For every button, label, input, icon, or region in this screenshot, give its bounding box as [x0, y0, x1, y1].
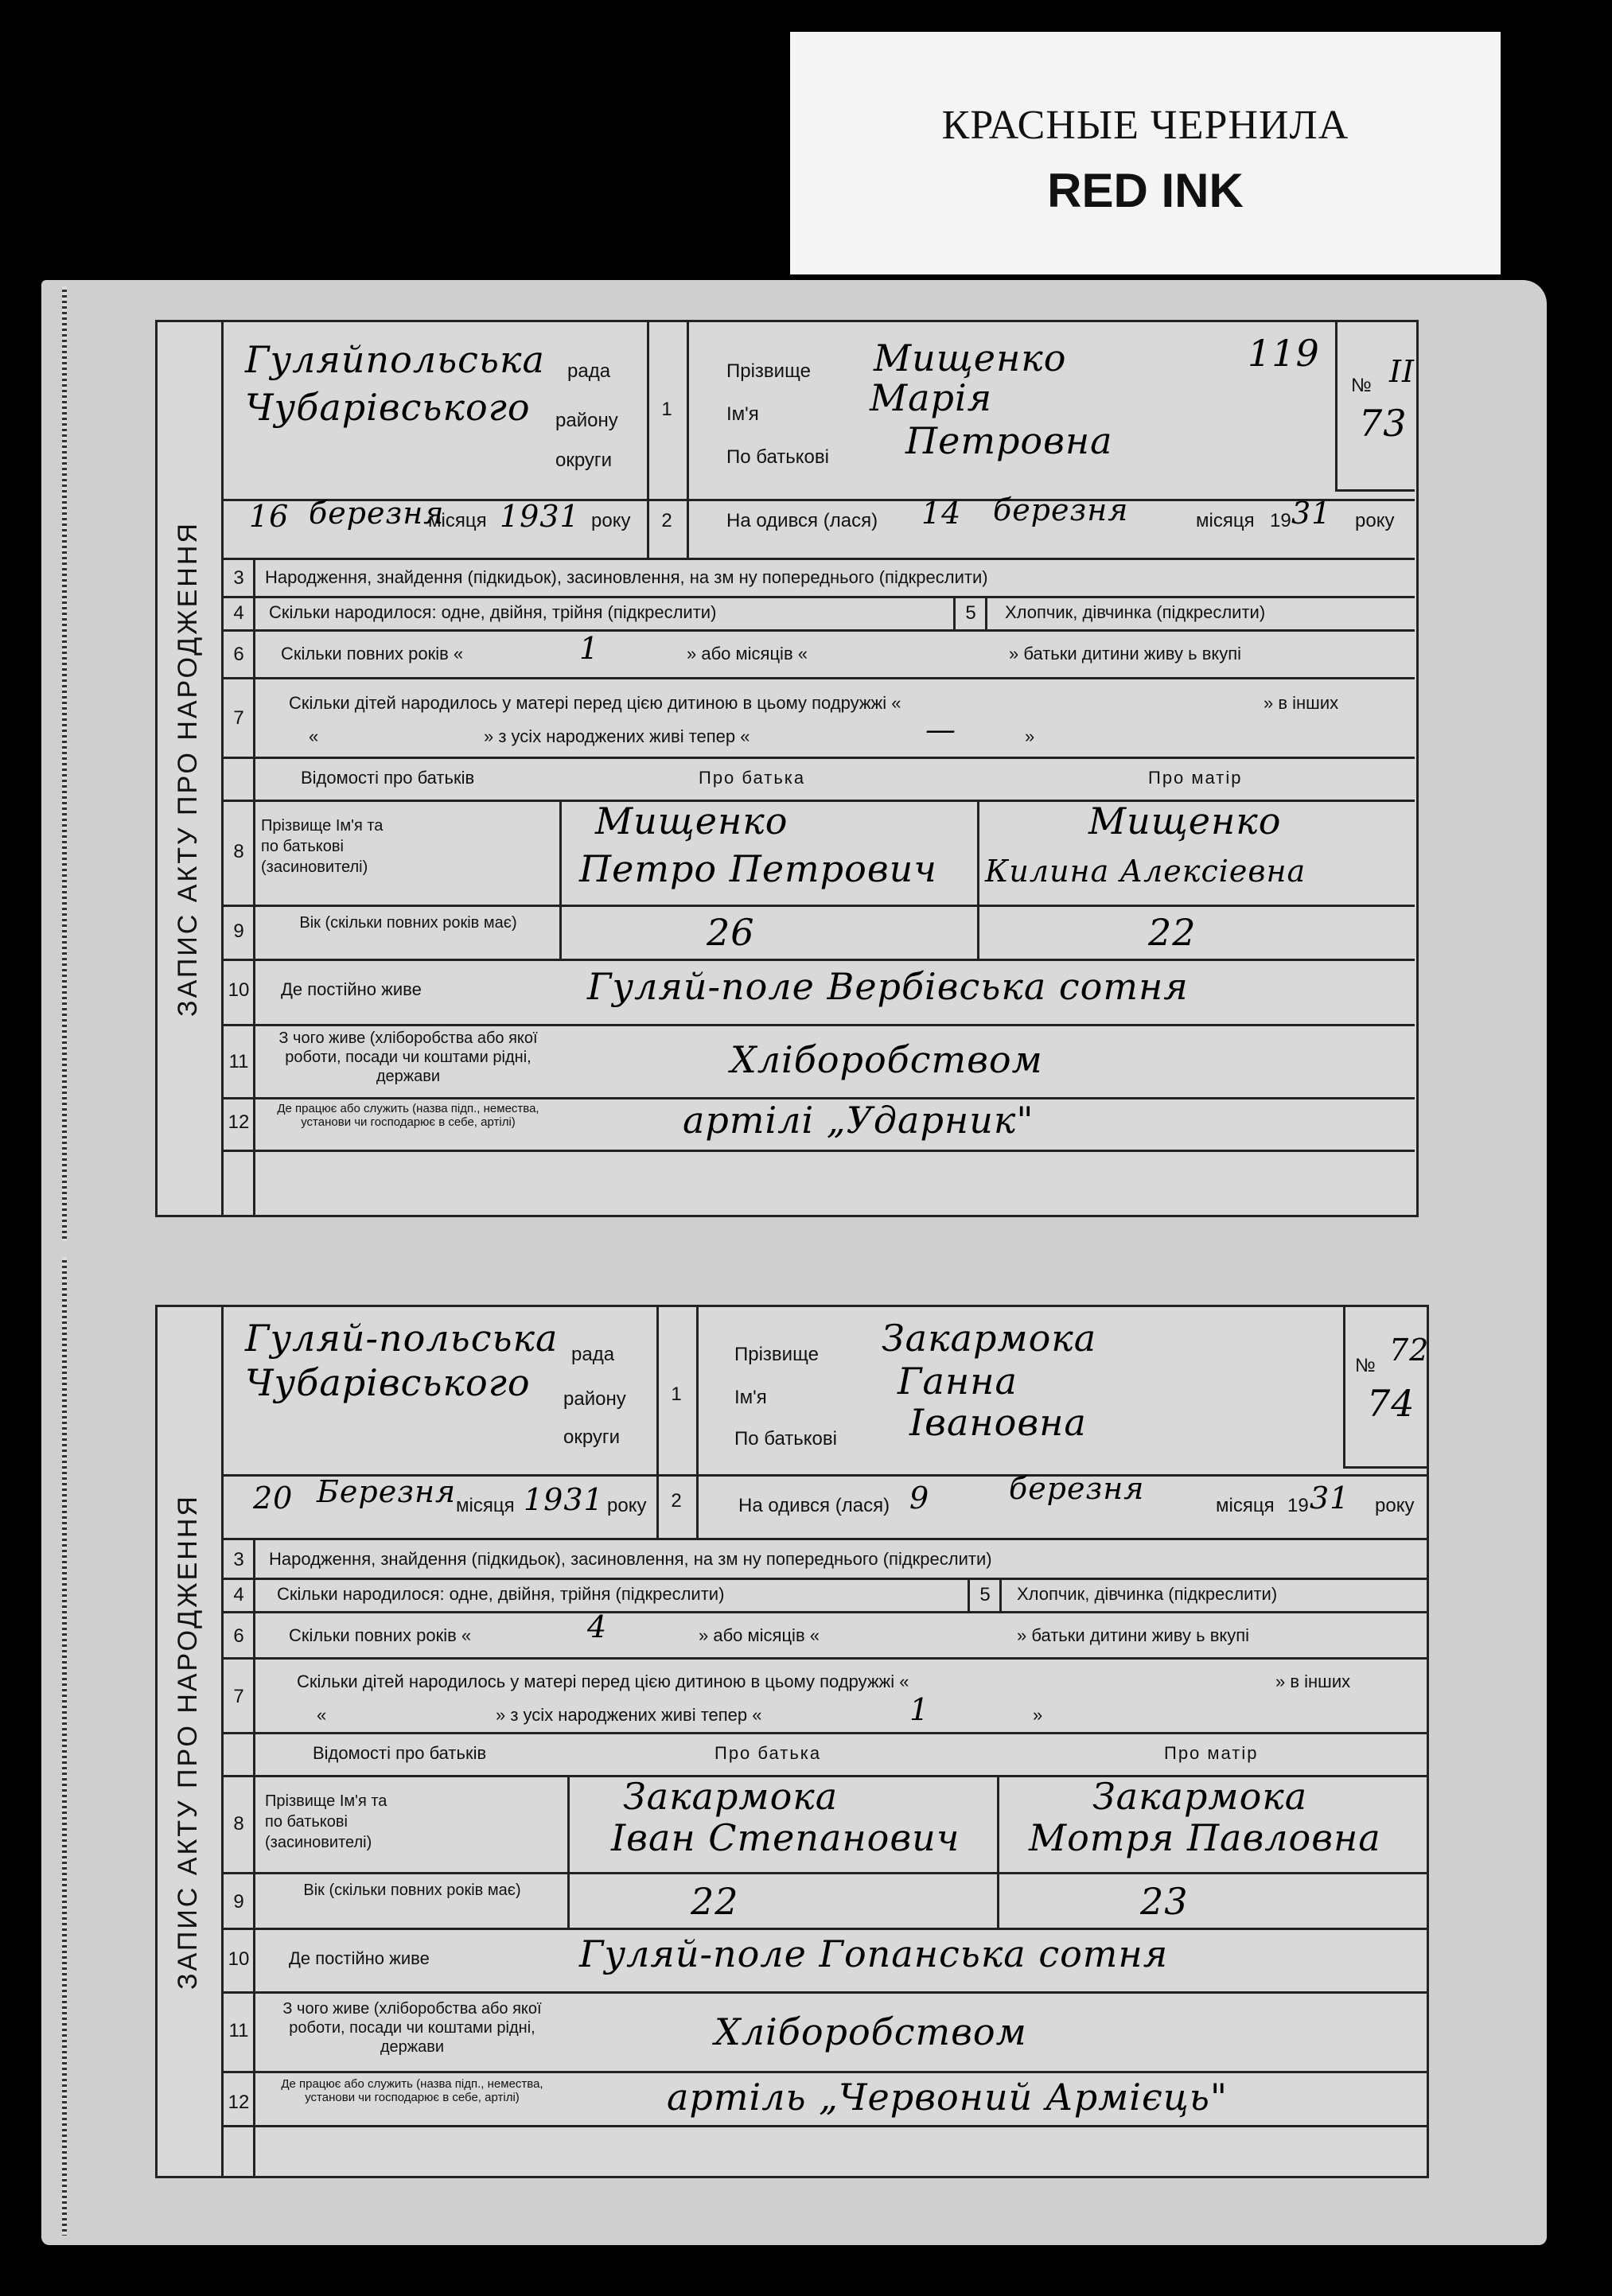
- father-surname: Мищенко: [595, 800, 788, 843]
- child-surname: Закармока: [882, 1317, 1097, 1360]
- row-7-text-a: Скільки дітей народилось у матері перед цією дитиною в цьому подружжі «: [289, 693, 901, 713]
- rada-label: рада: [567, 360, 611, 382]
- mother-age: 23: [1140, 1880, 1189, 1923]
- registration-month: Березня: [317, 1474, 457, 1509]
- row-number: 5: [979, 1584, 991, 1605]
- row-6-text-a: Скільки повних років «: [289, 1625, 472, 1645]
- surname-label: Прізвище: [734, 1344, 819, 1365]
- year-label: року: [591, 510, 631, 531]
- row-number: 7: [233, 1686, 244, 1707]
- row-6-text-b: » або місяців «: [699, 1625, 820, 1645]
- section-number: 2: [671, 1490, 682, 1512]
- birth-year-label: року: [1355, 510, 1395, 531]
- born-on-label: На одився (лася): [738, 1495, 890, 1516]
- form-vertical-title: ЗАПИС АКТУ ПРО НАРОДЖЕННЯ: [172, 1493, 203, 1990]
- section-number: 2: [661, 510, 672, 531]
- year-label: року: [607, 1495, 647, 1516]
- workplace: артіль „Червоний Армієць": [667, 2076, 1228, 2119]
- row-7-text-b: » в інших: [1275, 1671, 1351, 1691]
- row-number: 6: [233, 1625, 244, 1647]
- rada-name: Гуляй-польська: [245, 1317, 559, 1360]
- binding-stitches: [62, 286, 67, 1241]
- surname-label: Прізвище: [726, 360, 811, 382]
- birth-record-form: [155, 1305, 1429, 2178]
- residence: Гуляй-поле Гопанська сотня: [579, 1932, 1169, 1975]
- rayon-label: району: [563, 1388, 626, 1410]
- row-number: 5: [965, 602, 976, 624]
- birth-day: 9: [909, 1481, 930, 1516]
- row-number: 10: [228, 979, 250, 1001]
- red-ink-label-card: [790, 32, 1501, 274]
- name-label: Ім'я: [726, 403, 759, 425]
- row-number: 12: [228, 2092, 250, 2113]
- residence: Гуляй-поле Вербівська сотня: [587, 965, 1189, 1008]
- birth-month-label: місяця: [1196, 510, 1255, 531]
- row-number: 4: [233, 1584, 244, 1605]
- row-8-text: Прізвище Ім'я та по батькові (засиновителі): [261, 817, 384, 876]
- row-number: 4: [233, 602, 244, 624]
- row-number: 3: [233, 567, 244, 589]
- father-age: 26: [707, 911, 755, 954]
- month-label: місяця: [428, 510, 487, 531]
- row-6-text-c: » батьки дитини живу ь вкупі: [1017, 1625, 1250, 1645]
- father-full-name: Іван Степанович: [611, 1816, 960, 1859]
- row-7-text-b: » в інших: [1264, 693, 1339, 713]
- row-6-text-c: » батьки дитини живу ь вкупі: [1009, 644, 1242, 664]
- row-8-text: Прізвище Ім'я та по батькові (засиновителі): [265, 1792, 387, 1851]
- mother-full-name: Килина Алексіевна: [985, 854, 1306, 889]
- row-12-text: Де працює або служить (назва підп., немества, установи чи господарює в себе, артілі): [281, 2077, 543, 2104]
- parents-header: Відомості про батьків: [313, 1743, 487, 1763]
- okrug-label: округи: [555, 449, 613, 471]
- birth-year: 31: [1310, 1481, 1350, 1516]
- record-number: 74: [1367, 1382, 1415, 1425]
- mother-age: 22: [1148, 911, 1197, 954]
- years-together: 1: [579, 631, 600, 666]
- row-5-text: Хлопчик, дівчинка (підкреслити): [1005, 602, 1266, 622]
- section-number: 1: [661, 399, 672, 420]
- father-header: Про батька: [699, 768, 806, 788]
- registration-day: 20: [253, 1481, 294, 1516]
- row-9-text: Вік (скільки повних років має): [303, 1882, 521, 1899]
- row-4-text: Скільки народилося: одне, двійня, трійня (підкреслити): [269, 602, 717, 622]
- row-number: 9: [233, 920, 244, 942]
- registration-year: 1931: [524, 1482, 604, 1517]
- child-name: Ганна: [898, 1360, 1018, 1403]
- row-3-text: Народження, знайдення (підкидьок), засиновлення, на зм ну попереднього (підкреслити): [265, 567, 988, 587]
- extra-number: 119: [1248, 332, 1320, 375]
- mother-surname: Мищенко: [1088, 800, 1282, 843]
- month-label: місяця: [456, 1495, 515, 1516]
- binding-stitches: [62, 1257, 67, 2236]
- row-6-text-b: » або місяців «: [687, 644, 808, 664]
- form-vertical-title: ЗАПИС АКТУ ПРО НАРОДЖЕННЯ: [172, 520, 203, 1017]
- rayon-label: району: [555, 410, 618, 431]
- registration-year: 1931: [500, 499, 580, 534]
- row-7-text-d: » з усіх народжених живі тепер «: [496, 1705, 762, 1725]
- row-11-text: З чого живе (хліборобства або якої роботи, посади чи коштами рідні, держави: [282, 2000, 542, 2056]
- row-5-text: Хлопчик, дівчинка (підкреслити): [1017, 1584, 1278, 1604]
- row-number: 10: [228, 1948, 250, 1970]
- name-label: Ім'я: [734, 1387, 767, 1408]
- row-number: 12: [228, 1111, 250, 1133]
- row-7-text-c: «: [309, 726, 319, 746]
- record-number: 73: [1359, 402, 1408, 445]
- mother-header: Про матір: [1148, 768, 1243, 788]
- father-full-name: Петро Петрович: [579, 847, 937, 890]
- mother-surname: Закармока: [1092, 1775, 1308, 1818]
- number-sign: №: [1351, 375, 1372, 396]
- birth-month: березня: [993, 492, 1129, 527]
- child-patronymic: Петровна: [905, 419, 1113, 462]
- row-7-text-d: » з усіх народжених живі тепер «: [484, 726, 750, 746]
- row-7-text-a: Скільки дітей народилось у матері перед цією дитиною в цьому подружжі «: [297, 1671, 909, 1691]
- mother-full-name: Мотря Павловна: [1029, 1816, 1381, 1859]
- row-number: 11: [228, 2020, 249, 2041]
- row-6-text-a: Скільки повних років «: [281, 644, 464, 664]
- number-sign: №: [1355, 1355, 1376, 1376]
- birth-year-prefix: 19: [1270, 510, 1291, 531]
- born-on-label: На одився (лася): [726, 510, 878, 531]
- row-10-text: Де постійно живе: [289, 1948, 430, 1968]
- child-patronymic: Івановна: [909, 1401, 1087, 1444]
- father-surname: Закармока: [623, 1775, 839, 1818]
- workplace: артілі „Ударник": [683, 1099, 1034, 1142]
- birth-year-prefix: 19: [1287, 1495, 1309, 1516]
- row-number: 8: [233, 841, 244, 862]
- birth-record-form: [155, 320, 1419, 1217]
- livelihood: Хліборобством: [730, 1038, 1043, 1081]
- row-number: 9: [233, 1891, 244, 1913]
- rayon-name: Чубарівського: [245, 1361, 531, 1404]
- record-number-prefix: II: [1389, 354, 1415, 389]
- birth-year: 31: [1291, 496, 1332, 531]
- row-7-text-e: »: [1033, 1705, 1043, 1725]
- row-9-text: Вік (скільки повних років має): [299, 914, 517, 932]
- section-number: 1: [671, 1383, 682, 1405]
- row-number: 7: [233, 707, 244, 729]
- registration-month: березня: [309, 496, 445, 531]
- birth-year-label: року: [1375, 1495, 1415, 1516]
- rada-label: рада: [571, 1344, 615, 1365]
- okrug-label: округи: [563, 1426, 621, 1448]
- row-7-text-e: »: [1025, 726, 1035, 746]
- rayon-name: Чубарівського: [245, 386, 531, 429]
- label-russian: КРАСНЫЕ ЧЕРНИЛА: [941, 103, 1349, 148]
- years-together: 4: [587, 1609, 608, 1644]
- patronymic-label: По батькові: [726, 446, 829, 468]
- child-surname: Мищенко: [874, 337, 1067, 379]
- children-alive: 1: [909, 1692, 930, 1727]
- registration-day: 16: [249, 499, 290, 534]
- row-number: 11: [228, 1051, 249, 1072]
- livelihood: Хліборобством: [714, 2010, 1027, 2053]
- record-number-prefix: 72: [1389, 1333, 1430, 1368]
- rada-name: Гуляйпольська: [245, 338, 545, 381]
- row-12-text: Де працює або служить (назва підп., немества, установи чи господарює в себе, артілі): [277, 1102, 539, 1129]
- birth-month: березня: [1009, 1471, 1145, 1506]
- children-alive: —: [925, 712, 956, 747]
- parents-header: Відомості про батьків: [301, 768, 475, 788]
- patronymic-label: По батькові: [734, 1428, 837, 1450]
- child-name: Марія: [870, 376, 993, 419]
- birth-month-label: місяця: [1216, 1495, 1275, 1516]
- father-header: Про батька: [714, 1743, 822, 1763]
- label-english: RED INK: [1047, 164, 1244, 217]
- row-number: 3: [233, 1549, 244, 1570]
- row-7-text-c: «: [317, 1705, 327, 1725]
- row-number: 8: [233, 1813, 244, 1835]
- mother-header: Про матір: [1164, 1743, 1259, 1763]
- row-3-text: Народження, знайдення (підкидьок), засиновлення, на зм ну попереднього (підкреслити): [269, 1549, 992, 1569]
- row-4-text: Скільки народилося: одне, двійня, трійня (підкреслити): [277, 1584, 725, 1604]
- row-number: 6: [233, 644, 244, 665]
- birth-day: 14: [921, 496, 962, 531]
- father-age: 22: [691, 1880, 739, 1923]
- row-11-text: З чого живе (хліборобства або якої роботи, посади чи коштами рідні, держави: [278, 1029, 538, 1085]
- row-10-text: Де постійно живе: [281, 979, 422, 999]
